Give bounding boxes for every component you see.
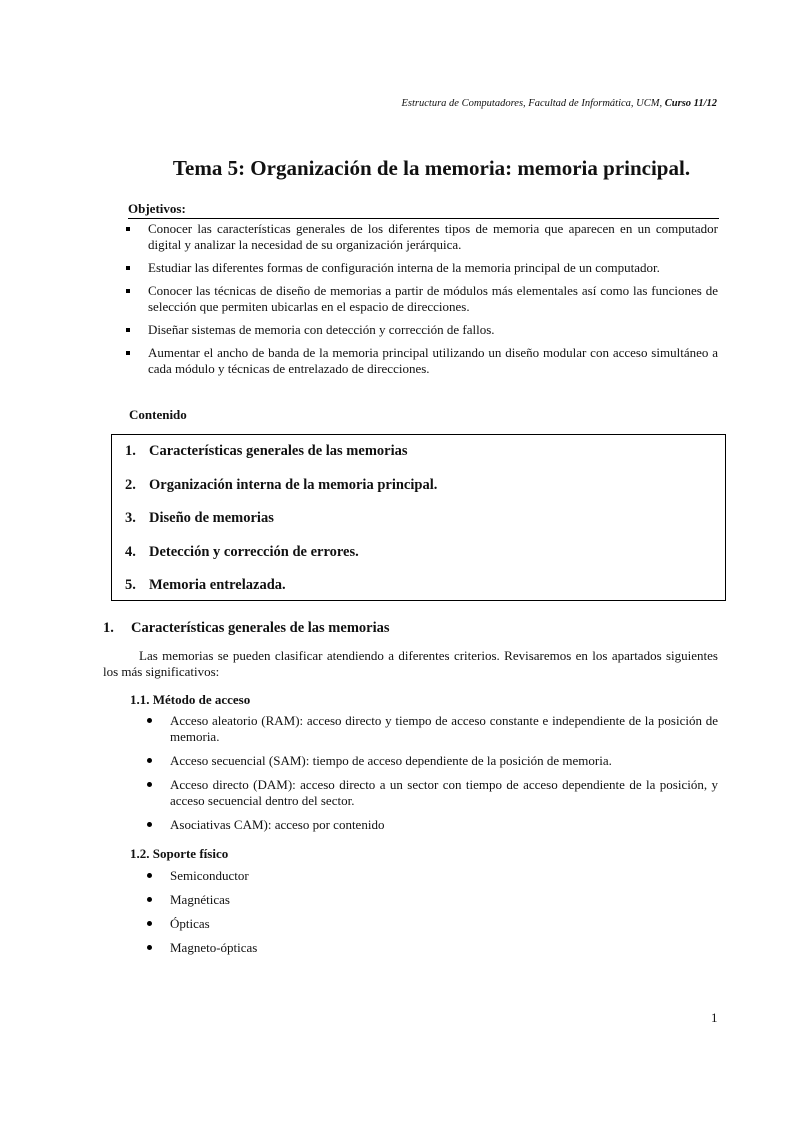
objective-item: Diseñar sistemas de memoria con detección y corrección de fallos.: [126, 322, 718, 338]
list-item: Magneto-ópticas: [146, 940, 718, 956]
contents-item: [125, 544, 359, 561]
contents-item-label: Organización interna de la memoria principal.: [149, 477, 438, 493]
contents-item-number: 2.: [125, 477, 136, 493]
contents-item-label: Diseño de memorias: [149, 510, 274, 526]
contents-item: [125, 577, 286, 594]
header-course: Curso 11/12: [664, 98, 717, 109]
contents-item-label: Memoria entrelazada.: [149, 577, 286, 593]
section-heading: [103, 620, 390, 637]
contents-item: [125, 443, 408, 460]
contents-item-number: 5.: [125, 577, 136, 593]
list-item: Ópticas: [146, 916, 718, 932]
physical-support-list: [146, 868, 718, 964]
objectives-heading: Objetivos:: [128, 201, 719, 219]
list-item: Asociativas CAM): acceso por contenido: [146, 817, 718, 833]
header-text: Estructura de Computadores, Facultad de Informática, UCM,: [401, 98, 663, 109]
contents-item-number: 3.: [125, 510, 136, 526]
contents-item-number: 4.: [125, 544, 136, 560]
contents-item-number: 1.: [125, 443, 136, 459]
list-item: Acceso directo (DAM): acceso directo a un sector con tiempo de acceso dependiente de la posición, y acceso secuencial dentro del sector.: [146, 777, 718, 809]
objective-item: Aumentar el ancho de banda de la memoria principal utilizando un diseño modular con acceso simultáneo a cada módulo y técnicas de entrelazado de direcciones.: [126, 345, 718, 377]
objectives-list: [126, 221, 718, 384]
page-number: 1: [711, 1010, 718, 1025]
subsection-heading-access-method: 1.1. Método de acceso: [130, 692, 251, 707]
list-item: Magnéticas: [146, 892, 718, 908]
section-number: 1.: [103, 620, 114, 636]
list-item: Acceso aleatorio (RAM): acceso directo y tiempo de acceso constante e independiente de la posición de memoria.: [146, 713, 718, 745]
objective-item: Estudiar las diferentes formas de configuración interna de la memoria principal de un computador.: [126, 260, 718, 276]
contents-item-label: Características generales de las memorias: [149, 443, 408, 459]
list-item: Semiconductor: [146, 868, 718, 884]
subsection-heading-physical-support: 1.2. Soporte físico: [130, 846, 229, 861]
list-item: Acceso secuencial (SAM): tiempo de acceso dependiente de la posición de memoria.: [146, 753, 718, 769]
objective-item: Conocer las técnicas de diseño de memorias a partir de módulos más elementales así como las funciones de selección que permiten ubicarlas en el espacio de direcciones.: [126, 283, 718, 315]
access-method-list: [146, 713, 718, 841]
contents-heading: Contenido: [129, 407, 187, 422]
running-header: [402, 98, 718, 109]
contents-item: [125, 477, 437, 494]
contents-item: [125, 510, 274, 527]
section-title: Características generales de las memorias: [131, 620, 390, 636]
objective-item: Conocer las características generales de los diferentes tipos de memoria que aparecen en un computador digital y analizar la necesidad de su organización jerárquica.: [126, 221, 718, 253]
contents-item-label: Detección y corrección de errores.: [149, 544, 359, 560]
page-title: Tema 5: Organización de la memoria: memoria principal.: [172, 156, 691, 180]
section-intro: Las memorias se pueden clasificar atendiendo a diferentes criterios. Revisaremos en los apartados siguientes los más significativos:: [103, 648, 718, 679]
contents-box: [111, 434, 726, 601]
